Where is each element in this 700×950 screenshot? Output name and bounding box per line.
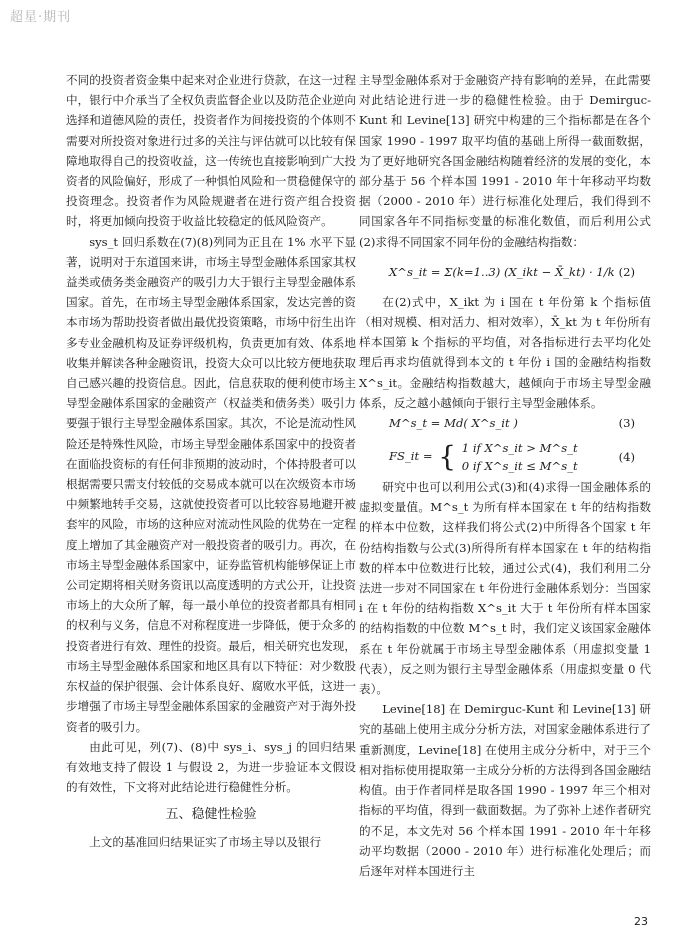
equation-3 — [359, 413, 651, 435]
equation-4-cases — [462, 439, 578, 475]
equation-4-lhs: FS_it = — [389, 449, 433, 464]
equation-2 — [359, 252, 651, 292]
equation-2-body: X^s_it = Σ(k=1..3) (X_ikt − X̄_kt) · 1/k — [389, 264, 615, 279]
left-paragraph-1: 不同的投资者资金集中起来对企业进行贷款，在这一过程中，银行中介承当了全权负责监督企业以及防范企业逆向选择和道德风险的责任，投资者作为间接投资的个体则不需要对所投资对象进行过多的关注与评估就可以比较有保障地取得自己的投资收益，这一传统也直接影响到广大投资者的风险偏好，形成了一种惧怕风险和一贯稳健保守的投资理念。投资者作为风险规避者在进行资产组合投资时，将更加倾向投资于收益比较稳定的低风险资产。 — [66, 73, 356, 229]
right-paragraph-4: Levine[18] 在 Demirguc-Kunt 和 Levine[13] 研究的基础上使用主成分分析方法，对国家金融体系进行了重新测度，Levine[18] 在使用主成分分析中，对于三个相对指标使用提取第一主成分分析的方法得到各国金融结构值。由于作者同样是取各国 1990 - 1997 年三个相对指标的平均值，得到一截面数据。为了弥补上述作者研究的不足，本文先对 56 个样本国 1991 - 2010 年十年移动平均数据（2000 - 2010 年）进行标准化处理后；而后逐年对样本国进行主 — [359, 702, 651, 878]
right-paragraph-2: 在(2)式中，X_ikt 为 i 国在 t 年份第 k 个指标值（相对规模、相对活力、相对效率），X̄_kt 为 t 年份所有样本国第 k 个指标的平均值，对各指标进行去平均化处理后再求均值就得到本文的 t 年份 i 国的金融结构指数 X^s_it。金融结构指数越大，越倾向于市场主导型金融体系，反之越小越倾向于银行主导型金融体系。 — [359, 294, 651, 410]
equation-4-body — [389, 439, 578, 475]
journal-header: 超星·期刊 — [10, 10, 72, 25]
equation-2-number: (2) — [618, 264, 635, 279]
equation-4-number: (4) — [618, 450, 635, 465]
left-column — [66, 70, 356, 852]
right-paragraph-1: 主导型金融体系对于金融资产持有影响的差异，在此需要对此结论进行进一步的稳健性检验。由于 Demirguc-Kunt 和 Levine[13] 研究中构建的三个指标都是在各个国家 1990 - 1997 取平均值的基础上所得一截面数据，为了更好地研究各国金融结构随着经济的发展的变化，本部分基于 56 个样本国 1991 - 2010 年十年移动平均数据（2000 - 2010 年）进行标准化处理后，我们得到不同国家各年不同指标变量的标准化数值，而后利用公式(2)求得不同国家不同年份的金融结构指数： — [359, 73, 651, 249]
equation-4 — [359, 435, 651, 477]
section-heading: 五、稳健性检验 — [165, 807, 257, 823]
left-paragraph-4: 上文的基准回归结果证实了市场主导以及银行 — [89, 834, 322, 849]
equation-4-case-1: 1 if X^s_it > M^s_t — [461, 441, 578, 456]
left-paragraph-2: sys_t 回归系数在(7)(8)列同为正且在 1% 水平下显著，说明对于东道国来讲，市场主导型金融体系国家其权益类或债务类金融资产的吸引力大于银行主导型金融体系国家。首先，在市场主导型金融体系国家，发达完善的资本市场为帮助投资者做出最优投资策略，市场中衍生出许多专业金融机构及证券评级机构，负责更加有效、体系地收集并解读各种金融资讯，投资大众可以比较方便地获取自己感兴趣的投资信息。因此，信息获取的便利使市场主导型金融体系国家的金融资产（权益类和债务类）吸引力要强于银行主导型金融体系国家。其次，不论是流动性风险还是特殊性风险，市场主导型金融体系国家中的投资者在面临投资标的有任何非预期的波动时，个体持股者可以根据需要只需支付较低的交易成本就可以在次级资本市场中频繁地转手交易，这就使投资者可以比较容易地避开被套牢的风险，市场的这种应对流动性风险的优势在一定程度上增加了其金融资产对一般投资者的吸引力。再次，在市场主导型金融体系国家中，证券监管机构能够保证上市公司定期将相关财务资讯以高度透明的方式公开，让投资市场上的大众所了解，每一最小单位的投资者都具有相同的权利与义务，信息不对称程度进一步降低，便于众多的投资者进行有效、理性的投资。最后，相关研究也发现，市场主导型金融体系国家和地区具有以下特征：对少数股东权益的保护很强、会计体系良好、腐败水平低，这进一步增强了市场主导型金融体系国家的金融资产对于海外投资者的吸引力。 — [66, 234, 356, 734]
left-paragraph-3: 由此可见，列(7)、(8)中 sys_i、sys_j 的回归结果有效地支持了假设 1 与假设 2，为进一步验证本文假设的有效性，下文将对此结论进行稳健性分析。 — [66, 739, 356, 795]
equation-3-number: (3) — [618, 416, 635, 431]
page-number: 23 — [634, 915, 648, 928]
equation-3-body: M^s_t = Md( X^s_it ) — [389, 416, 518, 431]
brace-symbol: { — [438, 440, 457, 474]
equation-4-case-2: 0 if X^s_it ≤ M^s_t — [461, 459, 578, 474]
right-column — [359, 70, 651, 881]
right-paragraph-3: 研究中也可以利用公式(3)和(4)求得一国金融体系的虚拟变量值。M^s_t 为所有样本国家在 t 年的结构指数的样本中位数，这样我们将公式(2)中所得各个国家 t 年份结构指数与公式(3)所得所有样本国家在 t 年的结构指数的样本中位数进行比较，通过公式(4)，我们利用二分法进一步对不同国家在 t 年份进行金融体系划分：当国家 i 在 t 年份的结构指数 X^s_it 大于 t 年份所有样本国家的结构指数的中位数 M^s_t 时，我们定义该国家金融体系在 t 年份就属于市场主导型金融体系（用虚拟变量 1 代表），反之则为银行主导型金融体系（用虚拟变量 0 代表）。 — [359, 480, 651, 697]
